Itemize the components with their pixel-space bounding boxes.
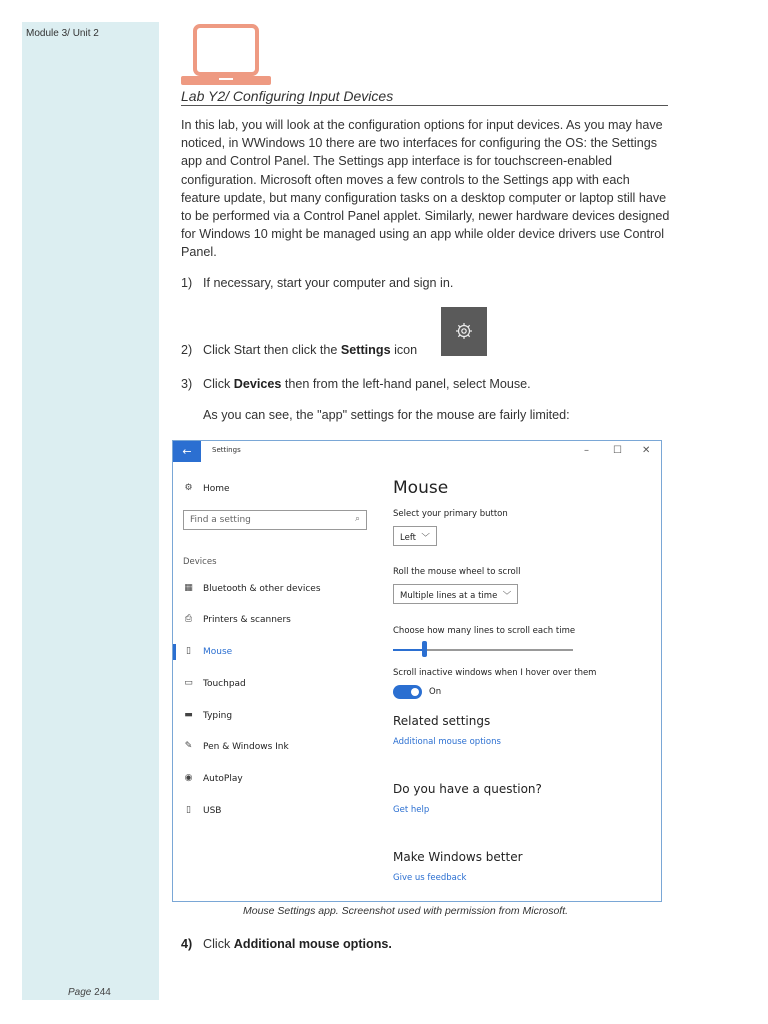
nav-pen-label: Pen & Windows Ink <box>203 741 289 752</box>
inactive-scroll-label: Scroll inactive windows when I hover over them <box>393 668 597 678</box>
devices-heading: Devices <box>183 557 217 567</box>
lines-label: Choose how many lines to scroll each time <box>393 626 576 636</box>
nav-printers[interactable] <box>183 614 291 625</box>
screenshot-caption: Mouse Settings app. Screenshot used with permission from Microsoft. <box>243 905 569 917</box>
chevron-down-icon: ﹀ <box>418 533 430 543</box>
step-3 <box>181 377 531 391</box>
maximize-icon[interactable]: ☐ <box>613 445 622 456</box>
nav-typing-label: Typing <box>203 710 233 721</box>
step-2-post: icon <box>390 343 418 357</box>
step-3-bold: Devices <box>233 377 282 391</box>
page-number-value: 244 <box>94 987 111 998</box>
step-1 <box>181 276 453 290</box>
step-3-number: 3) <box>181 377 193 391</box>
inactive-scroll-toggle[interactable] <box>393 685 422 699</box>
mouse-icon: ▯ <box>186 646 191 656</box>
search-input[interactable] <box>183 510 367 530</box>
gear-icon: ⚙ <box>184 483 193 493</box>
nav-mouse[interactable] <box>183 646 232 657</box>
back-arrow-icon[interactable]: ← <box>173 441 201 462</box>
step-2 <box>181 343 417 357</box>
autoplay-icon: ◉ <box>184 773 193 783</box>
nav-mouse-label: Mouse <box>203 646 233 657</box>
nav-bluetooth-label: Bluetooth & other devices <box>203 583 321 594</box>
nav-home[interactable] <box>183 483 230 494</box>
step-3-post: then from the left-hand panel, select Mouse. <box>281 377 531 391</box>
inactive-scroll-value: On <box>429 687 442 697</box>
scroll-value: Multiple lines at a time <box>400 591 498 601</box>
nav-printers-label: Printers & scanners <box>203 614 291 625</box>
nav-typing[interactable] <box>183 710 232 721</box>
pen-icon: ✎ <box>184 741 193 751</box>
module-label: Module 3/ Unit 2 <box>26 28 99 39</box>
laptop-icon <box>181 24 271 86</box>
window-title: Settings <box>212 446 241 454</box>
step-2-number: 2) <box>181 343 193 357</box>
step-1-text: If necessary, start your computer and sign in. <box>203 276 454 290</box>
settings-gear-icon <box>441 307 487 356</box>
question-heading: Do you have a question? <box>393 782 542 796</box>
additional-mouse-options-link[interactable]: Additional mouse options <box>393 737 501 747</box>
step-4-number: 4) <box>181 937 193 951</box>
chevron-down-icon: ﹀ <box>500 591 512 601</box>
minimize-icon[interactable]: – <box>584 445 589 456</box>
page-number <box>68 987 111 998</box>
printer-icon: ⎙ <box>184 614 193 624</box>
close-icon[interactable]: ✕ <box>642 445 651 456</box>
get-help-link[interactable]: Get help <box>393 805 430 815</box>
toggle-knob <box>411 688 419 696</box>
sidebar <box>22 22 159 1000</box>
search-icon: ⌕ <box>354 514 360 524</box>
nav-touchpad-label: Touchpad <box>203 678 246 689</box>
page-title: Mouse <box>393 478 449 498</box>
window-titlebar <box>173 441 661 463</box>
bluetooth-devices-icon: ▦ <box>184 583 193 593</box>
step-4-pre: Click <box>203 937 234 951</box>
step-2-pre: Click Start then click the <box>203 343 341 357</box>
nav-autoplay[interactable] <box>183 773 243 784</box>
step-4-bold: Additional mouse options. <box>233 937 392 951</box>
primary-button-label: Select your primary button <box>393 509 508 519</box>
usb-icon: ▯ <box>186 805 191 815</box>
lab-title: Lab Y2/ Configuring Input Devices <box>181 88 668 106</box>
lines-slider-thumb[interactable] <box>422 641 427 657</box>
nav-home-label: Home <box>203 483 230 494</box>
related-settings-heading: Related settings <box>393 714 491 728</box>
primary-button-dropdown[interactable] <box>393 526 437 546</box>
nav-autoplay-label: AutoPlay <box>203 773 243 784</box>
step-1-number: 1) <box>181 276 193 290</box>
nav-usb-label: USB <box>203 805 222 816</box>
lines-slider-fill <box>393 649 424 651</box>
nav-pen[interactable] <box>183 741 289 752</box>
touchpad-icon: ▭ <box>184 678 193 688</box>
make-windows-better-heading: Make Windows better <box>393 850 523 864</box>
feedback-link[interactable]: Give us feedback <box>393 873 467 883</box>
nav-touchpad[interactable] <box>183 678 246 689</box>
page-prefix: Page <box>68 987 92 998</box>
search-placeholder: Find a setting <box>190 515 251 525</box>
keyboard-icon: ▬ <box>184 710 193 720</box>
step-2-bold: Settings <box>340 343 391 357</box>
settings-screenshot <box>172 440 662 902</box>
step-3-pre: Click <box>203 377 234 391</box>
intro-paragraph: In this lab, you will look at the configuration options for input devices. As you may have noticed, in WWindows 10 there are two interfaces for configuring the OS: the Settings app and Control Panel. The Settings app interface is for touchscreen-enabled configuration. Microsoft often moves a few controls to the Settings app with each feature update, but many configuration tasks on a desktop computer or laptop still have to be performed via a Control Panel applet. Similarly, newer hardware devices designed for Windows 10 might be managed using an app while older device drivers use Control Panel. <box>181 118 670 260</box>
step-3-note: As you can see, the "app" settings for the mouse are fairly limited: <box>203 408 570 422</box>
scroll-dropdown[interactable] <box>393 584 518 604</box>
scroll-label: Roll the mouse wheel to scroll <box>393 567 521 577</box>
active-indicator <box>173 644 176 660</box>
step-4 <box>181 937 392 951</box>
nav-usb[interactable] <box>183 805 221 816</box>
primary-button-value: Left <box>400 533 416 543</box>
nav-bluetooth[interactable] <box>183 583 321 594</box>
